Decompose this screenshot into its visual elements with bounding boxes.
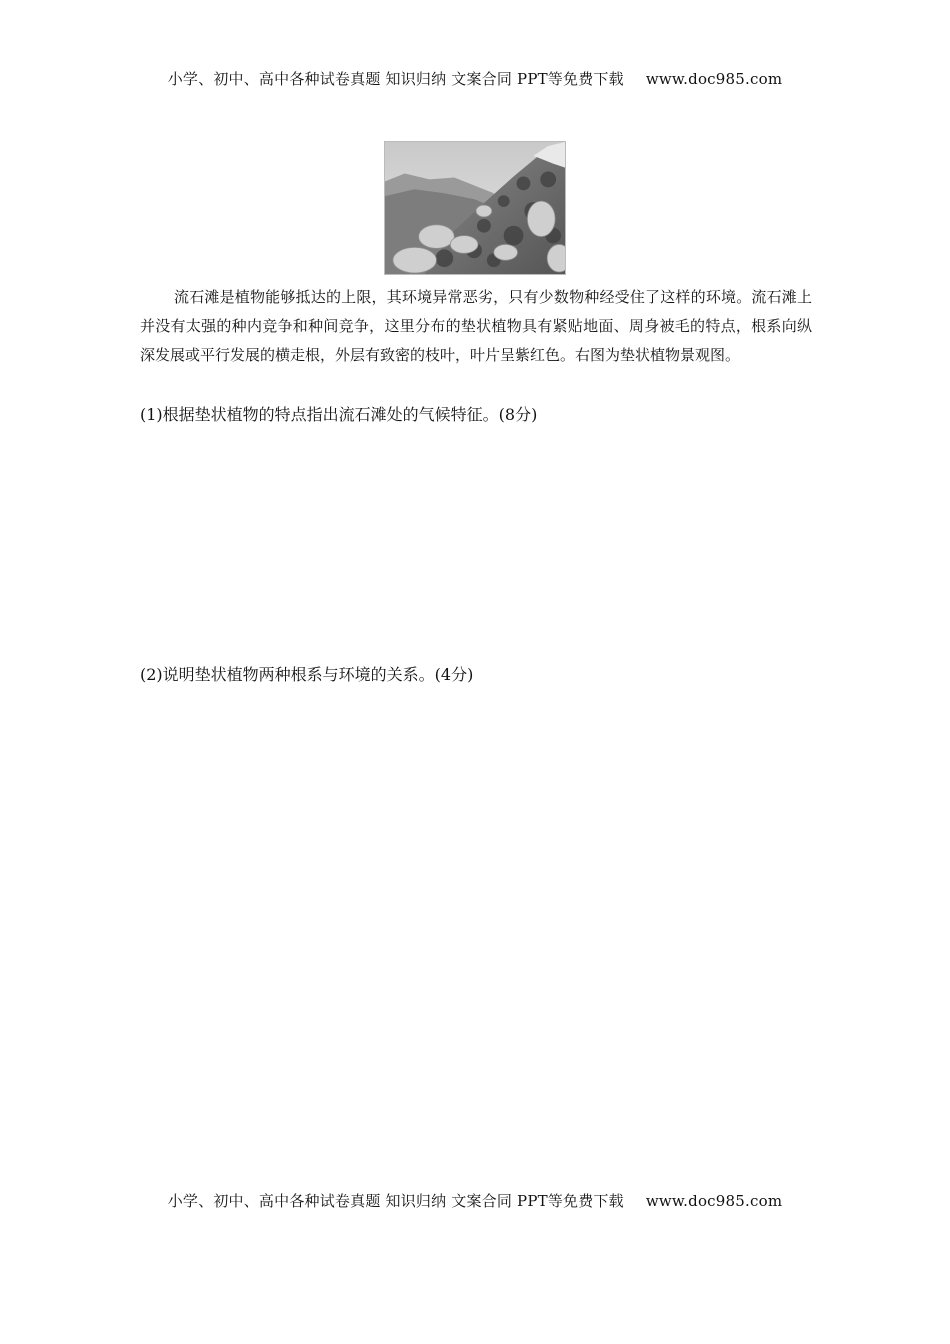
question-2: (2)说明垫状植物两种根系与环境的关系。(4分)	[140, 665, 474, 684]
mountain-scree-photo-icon	[385, 142, 565, 274]
footer-text: 小学、初中、高中各种试卷真题 知识归纳 文案合同 PPT等免费下载	[167, 1192, 624, 1210]
mountain-scree-photo	[384, 141, 566, 275]
header-text: 小学、初中、高中各种试卷真题 知识归纳 文案合同 PPT等免费下载	[167, 70, 624, 88]
page-header	[0, 68, 950, 89]
passage-paragraph: 流石滩是植物能够抵达的上限，其环境异常恶劣，只有少数物种经受住了这样的环境。流石滩上并没有太强的种内竞争和种间竞争，这里分布的垫状植物具有紧贴地面、周身被毛的特点，根系向纵深发展或平行发展的横走根，外层有致密的枝叶，叶片呈紫红色。右图为垫状植物景观图。	[140, 288, 812, 364]
footer-site: www.doc985.com	[645, 1192, 783, 1210]
header-site: www.doc985.com	[645, 70, 783, 88]
page-footer	[0, 1190, 950, 1211]
question-1: (1)根据垫状植物的特点指出流石滩处的气候特征。(8分)	[140, 405, 538, 424]
